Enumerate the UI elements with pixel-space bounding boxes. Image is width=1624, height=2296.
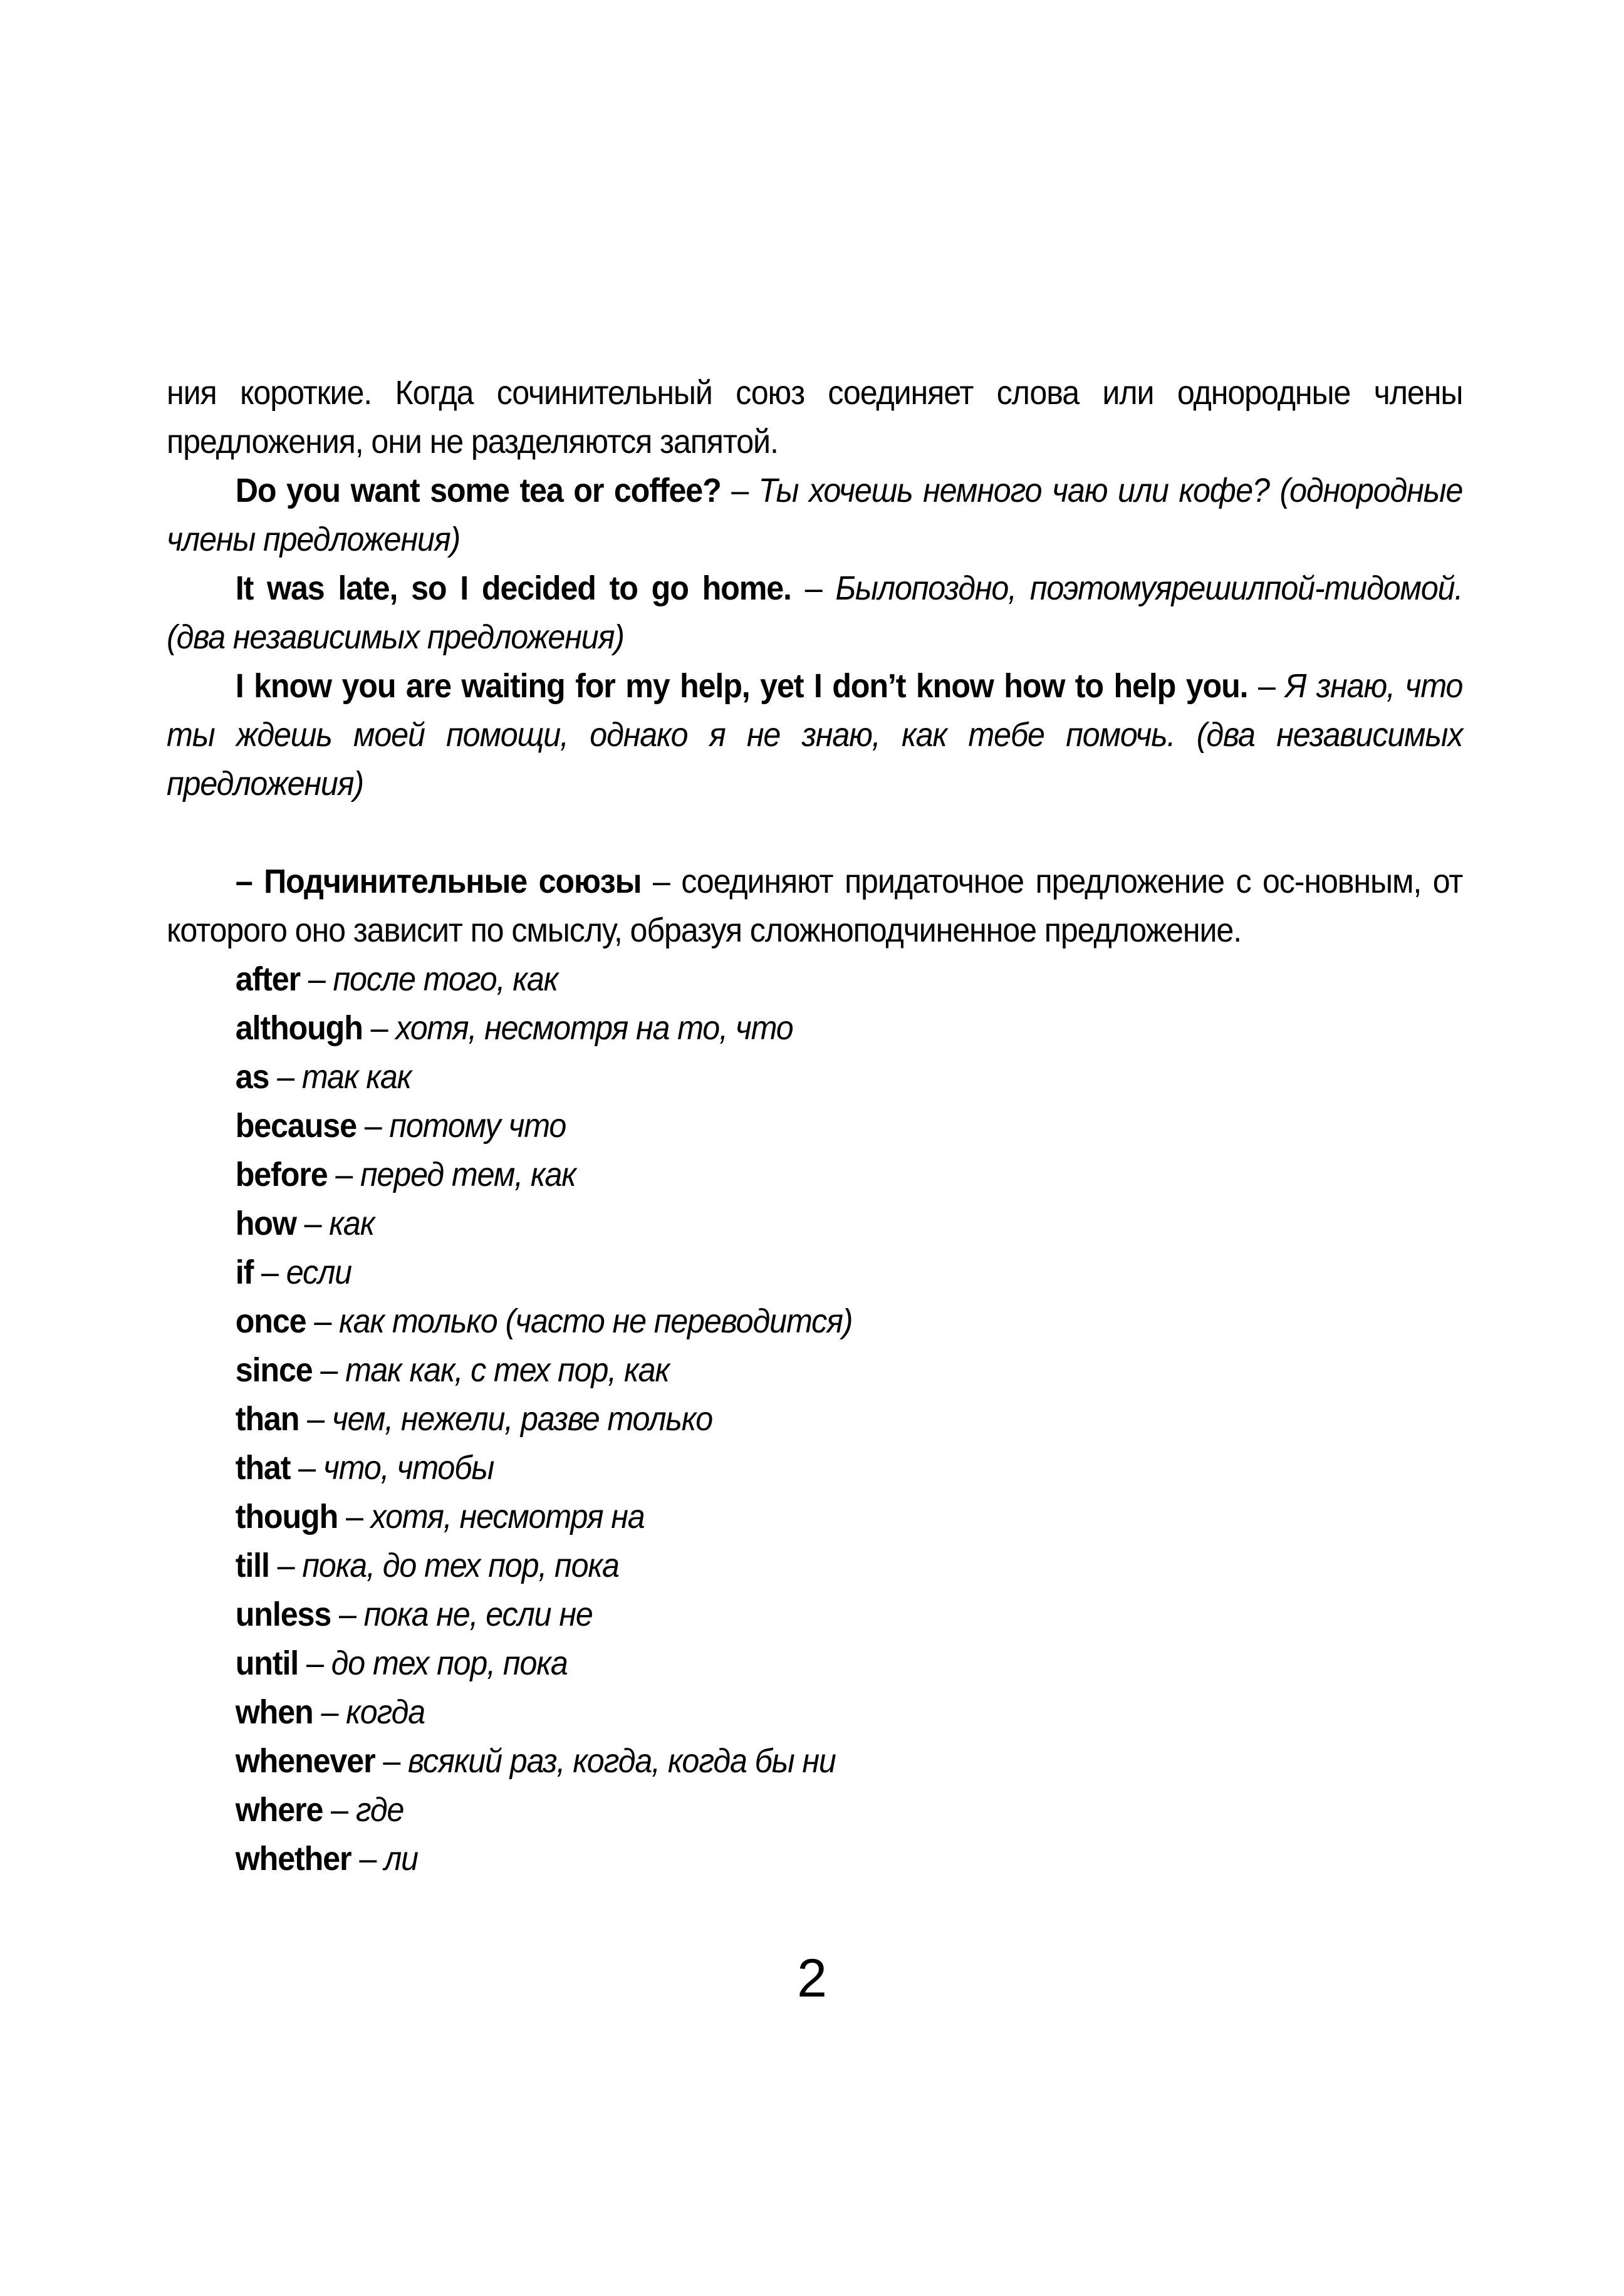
conjunction-translation: где [355,1791,404,1829]
example-dash: – [721,472,759,509]
conjunction-item [236,1737,1372,1785]
conjunction-item [236,1443,1372,1492]
conjunction-translation: хотя, несмотря на то, что [395,1009,793,1047]
example-dash: – [1247,667,1286,705]
page-content [167,368,1463,1883]
conjunction-word: that [235,1449,291,1487]
example-sentence [167,662,1462,808]
conjunction-item [236,1052,1372,1101]
conjunction-dash: – [299,1400,332,1438]
conjunction-word: if [235,1254,254,1291]
conjunction-dash: – [356,1107,390,1145]
conjunction-word: than [235,1400,299,1438]
conjunction-item [236,1297,1372,1346]
conjunction-item [236,1834,1372,1883]
conjunction-dash: – [269,1547,303,1584]
conjunction-word: because [235,1107,357,1145]
conjunction-item [236,1004,1372,1052]
conjunction-item [236,1541,1372,1590]
conjunction-translation: пока не, если не [363,1596,593,1633]
example-russian: Ты хочешь немного чаю или кофе? (однородные члены предложения) [167,472,1463,558]
conjunction-dash: – [296,1205,330,1242]
conjunction-word: whenever [235,1742,375,1780]
conjunction-item [236,1590,1372,1639]
page-number: 2 [797,1948,827,2008]
example-english: Do you want some tea or coffee? [235,472,721,509]
example-sentence [167,466,1462,564]
conjunction-dash: – [312,1351,346,1389]
conjunction-item [236,1346,1372,1395]
conjunction-translation: после того, как [333,960,558,998]
conjunction-word: after [235,960,301,998]
conjunction-item [236,1492,1372,1541]
conjunction-translation: как только (часто не переводится) [339,1302,853,1340]
conjunction-translation: хотя, несмотря на [370,1498,645,1535]
conjunction-translation: так как, с тех пор, как [345,1351,669,1389]
conjunction-translation: потому что [389,1107,566,1145]
conjunction-word: unless [235,1596,331,1633]
conjunction-word: once [235,1302,306,1340]
conjunction-dash: – [362,1009,396,1047]
conjunction-dash: – [313,1693,346,1731]
conjunction-translation: так как [301,1058,412,1096]
conjunction-dash: – [298,1644,331,1682]
conjunction-translation: что, чтобы [323,1449,494,1487]
conjunction-translation: чем, нежели, разве только [331,1400,713,1438]
conjunction-dash: – [306,1302,340,1340]
conjunction-translation: перед тем, как [360,1156,576,1193]
conjunction-word: until [235,1644,299,1682]
example-sentence [167,564,1462,662]
conjunction-dash: – [290,1449,323,1487]
section-definition: – соединяют придаточное предложение с ос-новным, от которого оно зависит по смыслу, образуя сложноподчиненное предложение. [167,863,1463,949]
conjunction-item [236,1101,1372,1150]
conjunction-dash: – [351,1840,384,1878]
conjunction-translation: когда [346,1693,425,1731]
conjunction-translation: как [329,1205,375,1242]
conjunction-word: where [235,1791,323,1829]
subordinating-conjunctions-definition [167,857,1462,955]
conjunction-dash: – [300,960,333,998]
conjunction-item [236,1395,1372,1443]
conjunction-item [236,955,1372,1004]
conjunction-dash: – [331,1596,364,1633]
conjunction-translation: до тех пор, пока [331,1644,568,1682]
conjunction-item [236,1785,1372,1834]
conjunction-word: before [235,1156,328,1193]
conjunction-translation: если [286,1254,351,1291]
conjunction-translation: пока, до тех пор, пока [302,1547,619,1584]
conjunction-dash: – [338,1498,371,1535]
conjunction-word: till [235,1547,269,1584]
conjunction-word: as [235,1058,269,1096]
example-english: I know you are waiting for my help, yet I don’t know how to help you. [235,667,1248,705]
conjunction-dash: – [253,1254,286,1291]
section-bullet: – [235,863,264,900]
conjunction-item [236,1688,1372,1737]
conjunction-item [236,1150,1372,1199]
conjunction-dash: – [327,1156,361,1193]
conjunction-word: since [235,1351,313,1389]
intro-paragraph: ния короткие. Когда сочинительный союз соединяет слова или однородные члены предложения, они не разделяются запятой. [167,374,1463,460]
conjunction-dash: – [323,1791,356,1829]
conjunction-dash: – [375,1742,409,1780]
conjunction-word: how [235,1205,296,1242]
example-russian: Былопоздно, поэтомуярешилпой-тидомой. (два независимых предложения) [167,569,1463,656]
conjunction-list [167,955,1372,1883]
conjunction-word: when [235,1693,313,1731]
conjunction-item [236,1199,1372,1248]
conjunction-translation: всякий раз, когда, когда бы ни [408,1742,836,1780]
paragraph-spacer [167,808,1372,857]
conjunction-item [236,1639,1372,1688]
example-russian: Я знаю, что ты ждешь моей помощи, однако я не знаю, как тебе помочь. (два независимых предложения) [167,667,1463,803]
example-english: It was late, so I decided to go home. [235,569,791,607]
conjunction-word: although [235,1009,363,1047]
example-dash: – [791,569,836,607]
conjunction-word: though [235,1498,338,1535]
section-term: Подчинительные союзы [264,863,642,900]
conjunction-item [236,1248,1372,1297]
conjunction-word: whether [235,1840,351,1878]
conjunction-dash: – [269,1058,302,1096]
conjunction-translation: ли [383,1840,419,1878]
